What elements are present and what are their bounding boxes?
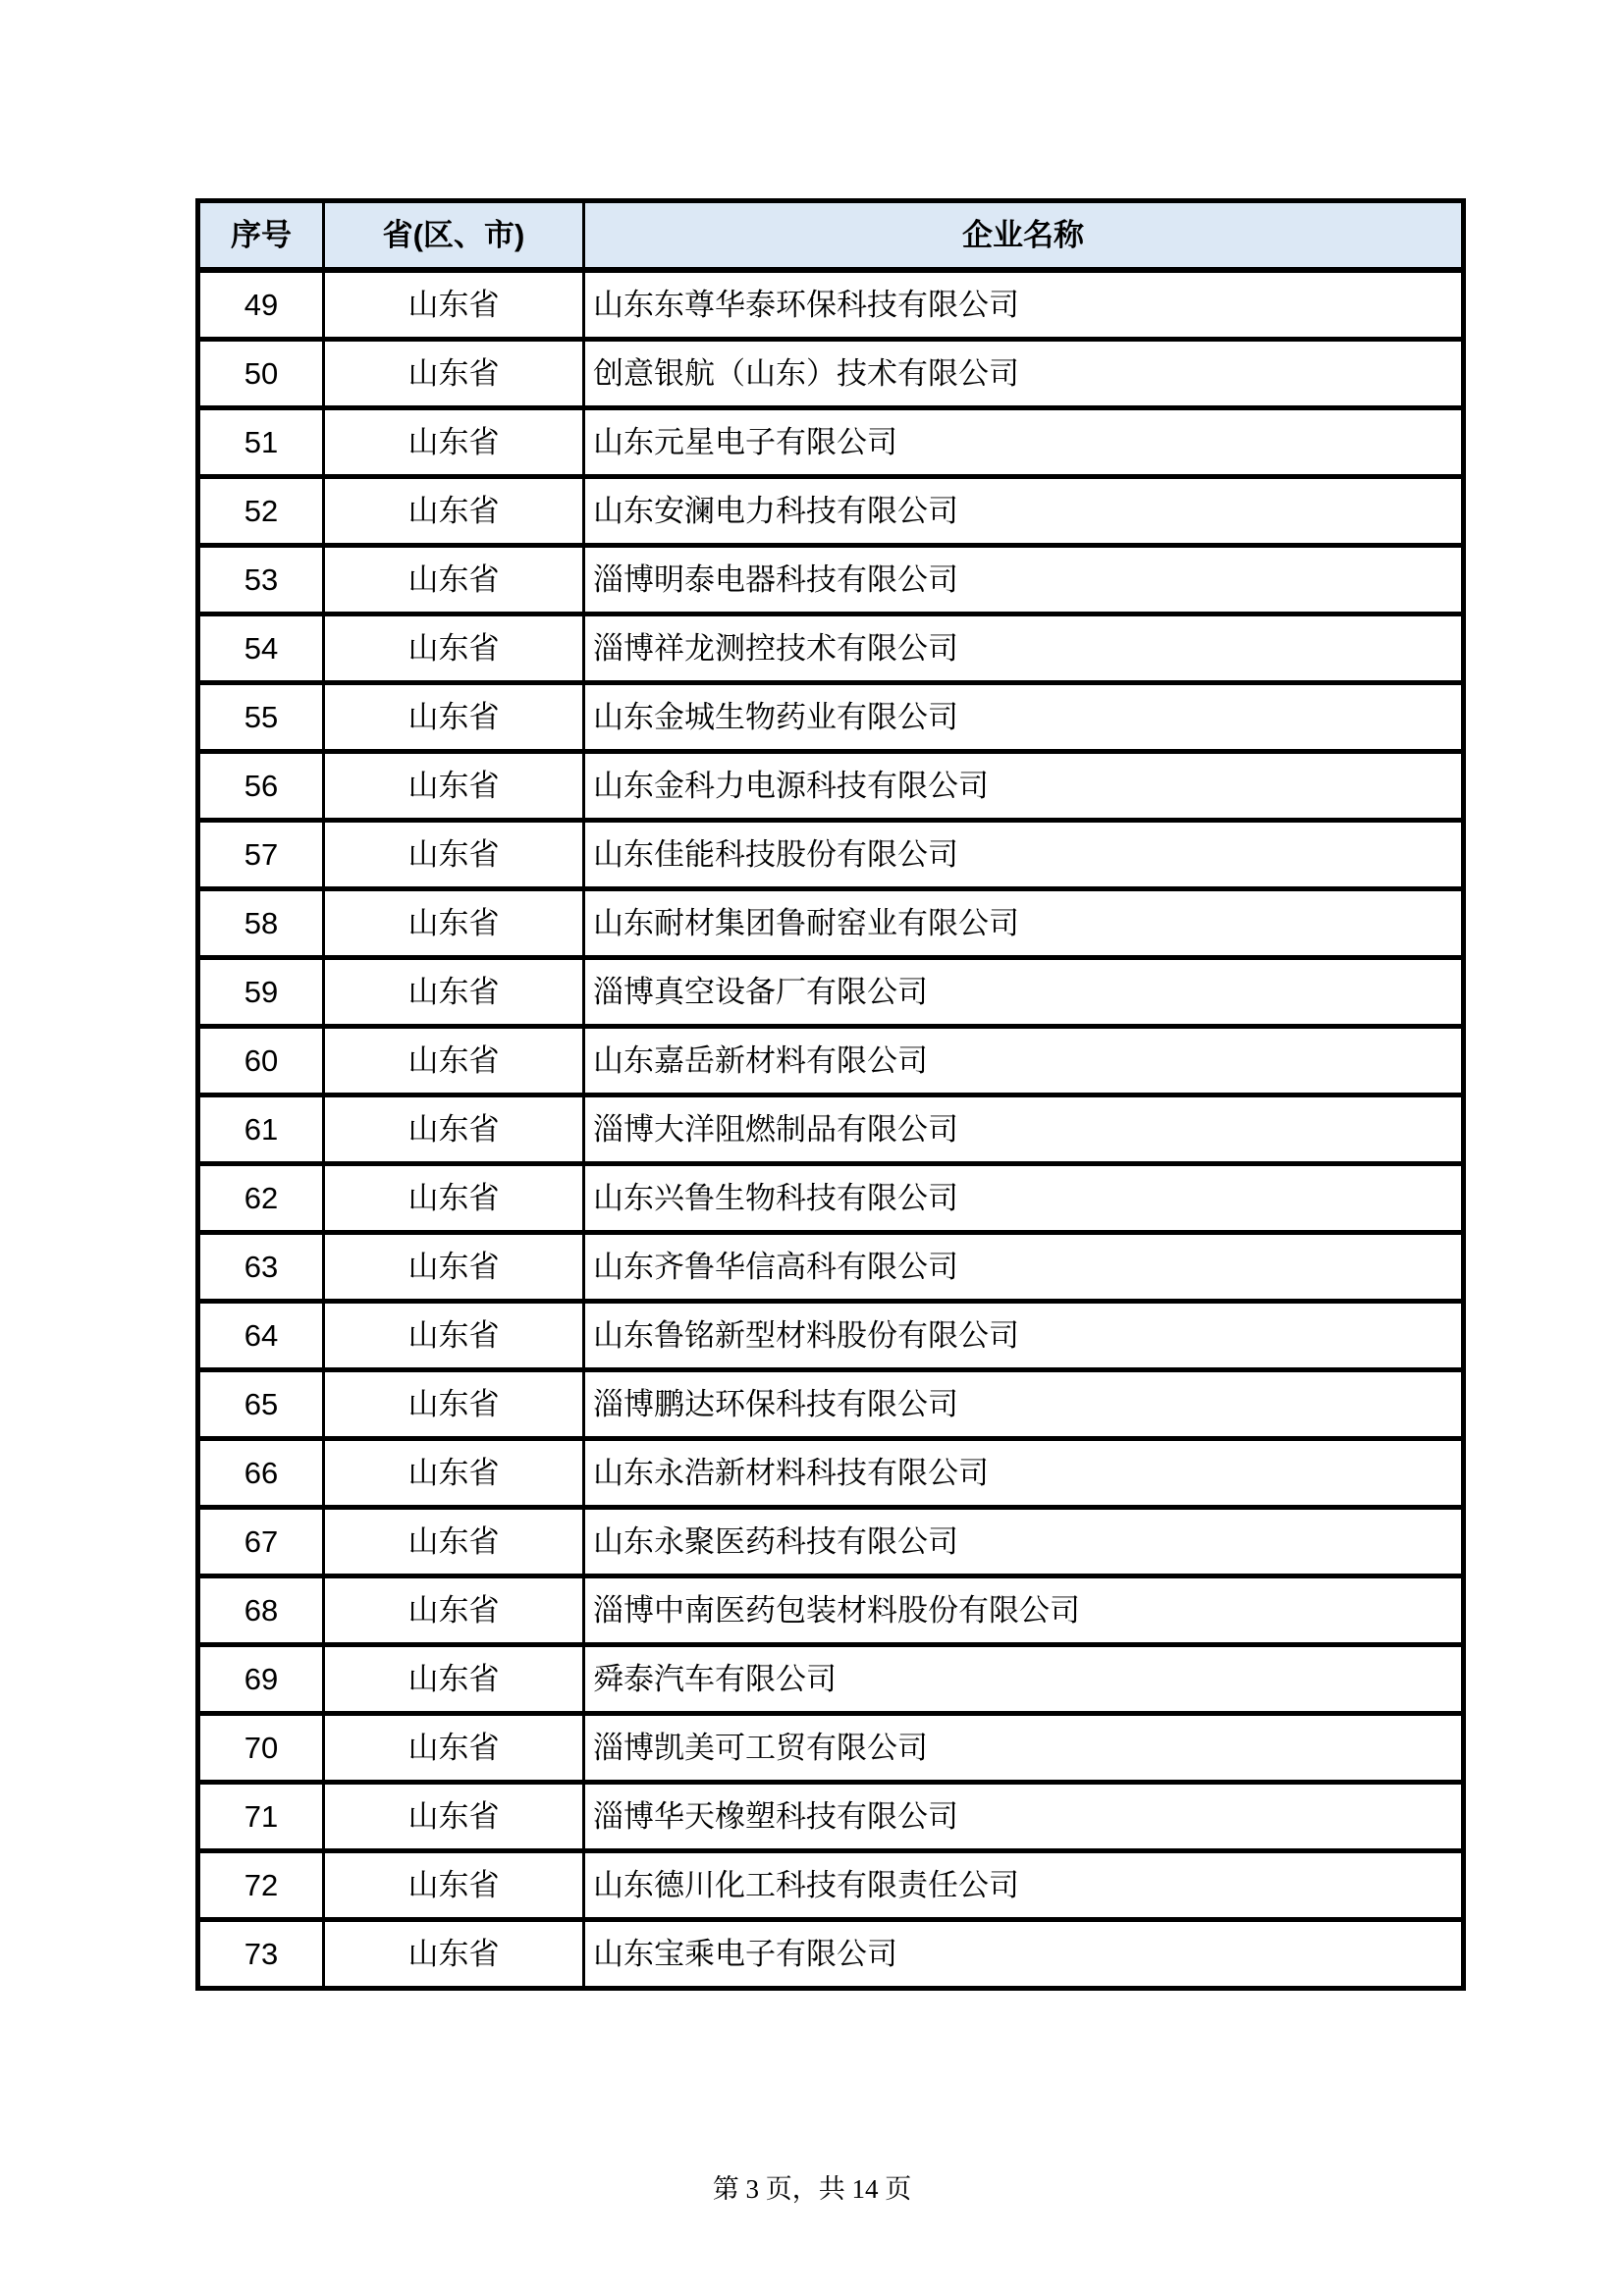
company-name-cell: 淄博鹏达环保科技有限公司 — [584, 1370, 1464, 1439]
page-number-footer: 第 3 页，共 14 页 — [712, 2174, 912, 2204]
province-cell: 山东省 — [324, 1370, 584, 1439]
table-row — [198, 1439, 1464, 1508]
table-row — [198, 889, 1464, 958]
company-name-cell: 山东齐鲁华信高科有限公司 — [584, 1233, 1464, 1302]
row-number-cell: 54 — [198, 614, 324, 683]
table-row — [198, 408, 1464, 477]
row-number-cell: 64 — [198, 1302, 324, 1370]
table-row — [198, 1027, 1464, 1095]
row-number-cell: 67 — [198, 1508, 324, 1576]
company-name-cell: 创意银航（山东）技术有限公司 — [584, 340, 1464, 408]
table-row — [198, 1851, 1464, 1920]
province-cell: 山东省 — [324, 270, 584, 340]
table-row — [198, 1370, 1464, 1439]
row-number-cell: 60 — [198, 1027, 324, 1095]
province-cell: 山东省 — [324, 683, 584, 752]
company-name-cell: 山东安澜电力科技有限公司 — [584, 477, 1464, 546]
province-cell: 山东省 — [324, 1164, 584, 1233]
row-number-cell: 69 — [198, 1645, 324, 1714]
table-row — [198, 821, 1464, 889]
company-name-cell: 山东佳能科技股份有限公司 — [584, 821, 1464, 889]
company-name-cell: 淄博祥龙测控技术有限公司 — [584, 614, 1464, 683]
row-number-cell: 51 — [198, 408, 324, 477]
company-name-cell: 淄博明泰电器科技有限公司 — [584, 546, 1464, 614]
row-number-cell: 66 — [198, 1439, 324, 1508]
company-name-cell: 淄博大洋阻燃制品有限公司 — [584, 1095, 1464, 1164]
table-row — [198, 614, 1464, 683]
company-name-cell: 淄博凯美可工贸有限公司 — [584, 1714, 1464, 1783]
province-cell: 山东省 — [324, 1095, 584, 1164]
province-cell: 山东省 — [324, 340, 584, 408]
table-row — [198, 1920, 1464, 1989]
province-cell: 山东省 — [324, 546, 584, 614]
row-number-cell: 71 — [198, 1783, 324, 1851]
province-cell: 山东省 — [324, 1233, 584, 1302]
row-number-cell: 49 — [198, 270, 324, 340]
province-cell: 山东省 — [324, 889, 584, 958]
company-table — [195, 198, 1466, 1991]
row-number-cell: 65 — [198, 1370, 324, 1439]
table-row — [198, 1095, 1464, 1164]
table-header — [198, 201, 1464, 271]
table-row — [198, 1714, 1464, 1783]
table-row — [198, 1645, 1464, 1714]
table-row — [198, 1508, 1464, 1576]
company-name-cell: 山东耐材集团鲁耐窑业有限公司 — [584, 889, 1464, 958]
table-row — [198, 958, 1464, 1027]
province-cell: 山东省 — [324, 1851, 584, 1920]
company-name-cell: 淄博中南医药包装材料股份有限公司 — [584, 1576, 1464, 1645]
row-number-cell: 68 — [198, 1576, 324, 1645]
company-name-cell: 山东鲁铭新型材料股份有限公司 — [584, 1302, 1464, 1370]
province-cell: 山东省 — [324, 1714, 584, 1783]
province-cell: 山东省 — [324, 1576, 584, 1645]
column-header-company-name: 企业名称 — [584, 201, 1464, 271]
row-number-cell: 52 — [198, 477, 324, 546]
row-number-cell: 53 — [198, 546, 324, 614]
province-cell: 山东省 — [324, 1508, 584, 1576]
table-body — [198, 270, 1464, 1989]
table-row — [198, 546, 1464, 614]
company-name-cell: 舜泰汽车有限公司 — [584, 1645, 1464, 1714]
company-name-cell: 山东宝乘电子有限公司 — [584, 1920, 1464, 1989]
table-row — [198, 1783, 1464, 1851]
province-cell: 山东省 — [324, 1645, 584, 1714]
row-number-cell: 61 — [198, 1095, 324, 1164]
table-row — [198, 340, 1464, 408]
row-number-cell: 50 — [198, 340, 324, 408]
row-number-cell: 55 — [198, 683, 324, 752]
province-cell: 山东省 — [324, 1302, 584, 1370]
province-cell: 山东省 — [324, 958, 584, 1027]
row-number-cell: 59 — [198, 958, 324, 1027]
table-row — [198, 1164, 1464, 1233]
company-name-cell: 山东兴鲁生物科技有限公司 — [584, 1164, 1464, 1233]
province-cell: 山东省 — [324, 477, 584, 546]
company-name-cell: 山东嘉岳新材料有限公司 — [584, 1027, 1464, 1095]
company-name-cell: 山东东尊华泰环保科技有限公司 — [584, 270, 1464, 340]
column-header-province: 省(区、市) — [324, 201, 584, 271]
column-header-index: 序号 — [198, 201, 324, 271]
table-row — [198, 270, 1464, 340]
company-name-cell: 淄博真空设备厂有限公司 — [584, 958, 1464, 1027]
row-number-cell: 63 — [198, 1233, 324, 1302]
company-name-cell: 山东金城生物药业有限公司 — [584, 683, 1464, 752]
row-number-cell: 58 — [198, 889, 324, 958]
province-cell: 山东省 — [324, 1439, 584, 1508]
table-row — [198, 1233, 1464, 1302]
company-name-cell: 山东金科力电源科技有限公司 — [584, 752, 1464, 821]
company-name-cell: 山东德川化工科技有限责任公司 — [584, 1851, 1464, 1920]
table-header-row — [198, 201, 1464, 271]
province-cell: 山东省 — [324, 1027, 584, 1095]
row-number-cell: 57 — [198, 821, 324, 889]
company-name-cell: 山东元星电子有限公司 — [584, 408, 1464, 477]
province-cell: 山东省 — [324, 752, 584, 821]
table-row — [198, 752, 1464, 821]
table-row — [198, 477, 1464, 546]
company-name-cell: 山东永聚医药科技有限公司 — [584, 1508, 1464, 1576]
row-number-cell: 73 — [198, 1920, 324, 1989]
company-name-cell: 山东永浩新材料科技有限公司 — [584, 1439, 1464, 1508]
province-cell: 山东省 — [324, 821, 584, 889]
province-cell: 山东省 — [324, 614, 584, 683]
table-row — [198, 1302, 1464, 1370]
row-number-cell: 62 — [198, 1164, 324, 1233]
province-cell: 山东省 — [324, 408, 584, 477]
table-row — [198, 1576, 1464, 1645]
company-name-cell: 淄博华天橡塑科技有限公司 — [584, 1783, 1464, 1851]
row-number-cell: 56 — [198, 752, 324, 821]
province-cell: 山东省 — [324, 1920, 584, 1989]
row-number-cell: 72 — [198, 1851, 324, 1920]
table-row — [198, 683, 1464, 752]
province-cell: 山东省 — [324, 1783, 584, 1851]
row-number-cell: 70 — [198, 1714, 324, 1783]
